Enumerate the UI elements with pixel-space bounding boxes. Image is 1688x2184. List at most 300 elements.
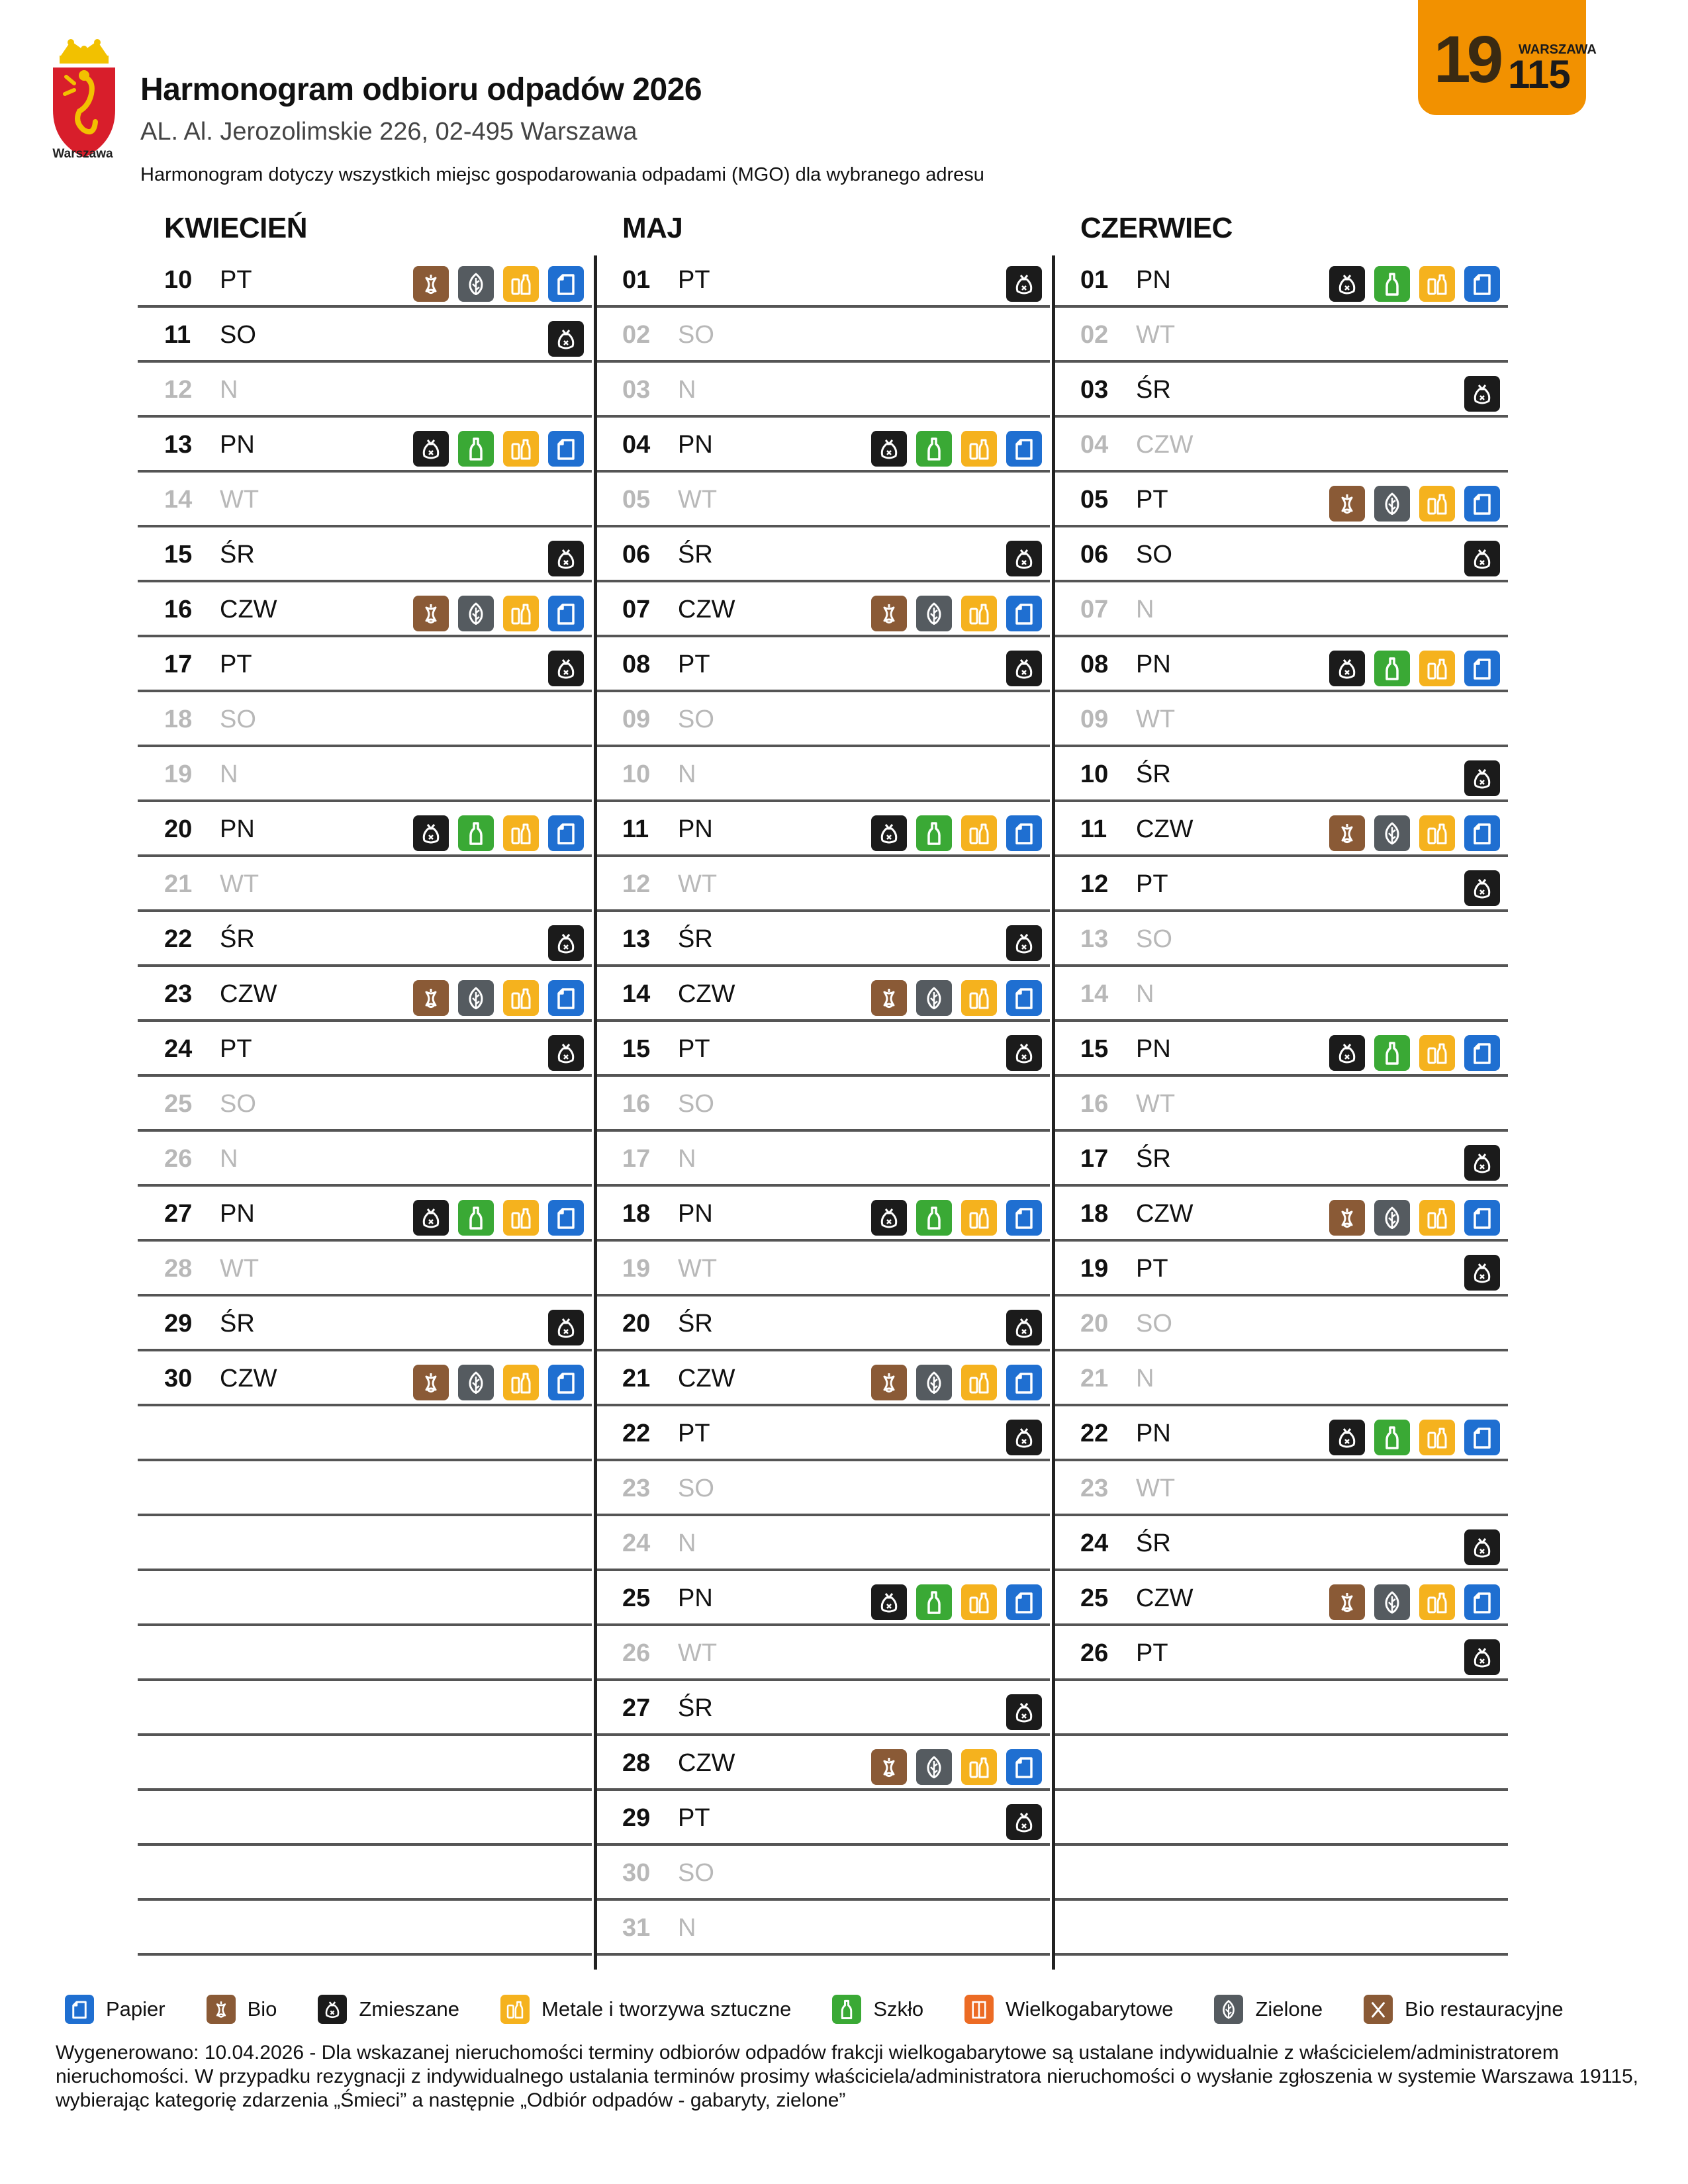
day-row — [596, 1078, 1050, 1132]
day-row — [1054, 529, 1508, 582]
apple-core-icon — [413, 596, 449, 631]
waste-icons — [871, 1200, 1042, 1237]
waste-icons — [548, 651, 584, 688]
day-row — [138, 1463, 592, 1516]
day-number: 21 — [622, 1365, 651, 1392]
paper-icon — [1464, 266, 1500, 302]
day-row — [138, 858, 592, 912]
leaf-icon — [916, 980, 952, 1016]
day-row — [596, 254, 1050, 308]
trash-bag-icon — [1006, 651, 1042, 686]
weekday: PN — [1136, 1420, 1171, 1447]
leaf-icon — [458, 1365, 494, 1400]
day-row — [1054, 474, 1508, 527]
badge-city: WARSZAWA — [1519, 42, 1597, 57]
weekday: PN — [678, 1584, 713, 1612]
day-row — [138, 1737, 592, 1791]
leaf-icon — [1374, 1584, 1410, 1620]
waste-icons — [413, 980, 584, 1017]
legend-label: Zmieszane — [359, 1997, 460, 2021]
day-number: 04 — [1080, 431, 1109, 459]
trash-bag-icon — [548, 651, 584, 686]
paper-icon — [1006, 1200, 1042, 1236]
day-row — [1054, 309, 1508, 363]
paper-icon — [548, 596, 584, 631]
weekday: PT — [1136, 1255, 1168, 1283]
waste-icons — [871, 1584, 1042, 1621]
weekday: WT — [1136, 1475, 1176, 1502]
weekday: PT — [1136, 870, 1168, 898]
legend-item — [1202, 1995, 1323, 2024]
waste-icons — [1329, 1200, 1500, 1237]
day-number: 23 — [164, 980, 193, 1008]
day-number: 24 — [164, 1035, 193, 1063]
paper-icon — [548, 980, 584, 1016]
weekday: SO — [1136, 925, 1172, 953]
day-number: 20 — [1080, 1310, 1109, 1338]
day-number: 20 — [164, 815, 193, 843]
waste-icons — [1329, 815, 1500, 852]
footer-line: Wygenerowano: 10.04.2026 - Dla wskazanej nieruchomości terminy odbiorów odpadów frakcji wielkogabarytowe są ustalane indywidualnie z właścicielem/administratorem — [56, 2042, 1559, 2064]
day-row — [1054, 1737, 1508, 1791]
day-row — [1054, 419, 1508, 473]
weekday: ŚR — [678, 925, 713, 953]
day-number: 26 — [164, 1145, 193, 1173]
weekday: CZW — [1136, 1200, 1194, 1228]
day-number: 17 — [622, 1145, 651, 1173]
glass-bottle-icon — [1374, 651, 1410, 686]
day-row — [596, 639, 1050, 692]
weekday: CZW — [220, 596, 277, 623]
weekday: WT — [678, 1639, 718, 1667]
day-row — [596, 1298, 1050, 1351]
can-bottle-icon — [1419, 1420, 1455, 1455]
paper-icon — [548, 431, 584, 467]
day-number: 13 — [1080, 925, 1109, 953]
trash-bag-icon — [413, 1200, 449, 1236]
day-row — [1054, 364, 1508, 418]
weekday: WT — [1136, 705, 1176, 733]
day-number: 18 — [1080, 1200, 1109, 1228]
day-row — [596, 749, 1050, 802]
day-number: 18 — [164, 705, 193, 733]
day-row — [1054, 858, 1508, 912]
can-bottle-icon — [961, 1749, 997, 1785]
trash-bag-icon — [548, 925, 584, 961]
warszawa-crest-icon — [48, 37, 120, 163]
weekday: PN — [1136, 651, 1171, 678]
glass-bottle-icon — [832, 1995, 861, 2024]
waste-icons — [871, 1365, 1042, 1402]
day-number: 22 — [622, 1420, 651, 1447]
legend-label: Bio restauracyjne — [1405, 1997, 1564, 2021]
apple-core-icon — [871, 1365, 907, 1400]
day-number: 13 — [622, 925, 651, 953]
day-row — [596, 1902, 1050, 1956]
paper-icon — [548, 815, 584, 851]
day-list — [138, 254, 592, 1957]
trash-bag-icon — [1464, 376, 1500, 412]
waste-icons — [871, 1749, 1042, 1786]
footer-line: nieruchomości. W przypadku rezygnacji z indywidualnego ustalania terminów prosimy właściciela/administratora nieruchomości o wysłanie zgłoszenia w systemie Warszawa 19115, — [56, 2066, 1639, 2087]
day-number: 10 — [622, 760, 651, 788]
day-number: 25 — [164, 1090, 193, 1118]
trash-bag-icon — [1006, 1694, 1042, 1730]
waste-icons — [413, 1200, 584, 1237]
paper-icon — [548, 1365, 584, 1400]
leaf-icon — [458, 596, 494, 631]
can-bottle-icon — [1419, 651, 1455, 686]
day-number: 24 — [622, 1529, 651, 1557]
weekday: SO — [220, 321, 256, 349]
glass-bottle-icon — [458, 1200, 494, 1236]
day-number: 07 — [1080, 596, 1109, 623]
day-row — [138, 749, 592, 802]
warszawa-19115-badge[interactable] — [1418, 0, 1597, 115]
leaf-icon — [916, 596, 952, 631]
trash-bag-icon — [548, 1310, 584, 1345]
day-number: 31 — [622, 1914, 651, 1942]
weekday: N — [678, 760, 696, 788]
day-number: 01 — [1080, 266, 1109, 294]
day-row — [1054, 803, 1508, 857]
day-row — [596, 1518, 1050, 1571]
day-row — [1054, 1078, 1508, 1132]
day-number: 24 — [1080, 1529, 1109, 1557]
trash-bag-icon — [871, 1584, 907, 1620]
weekday: N — [1136, 596, 1154, 623]
can-bottle-icon — [961, 431, 997, 467]
day-number: 28 — [164, 1255, 193, 1283]
badge-number: 19 — [1434, 23, 1500, 97]
leaf-icon — [1374, 1200, 1410, 1236]
schedule-note: Harmonogram dotyczy wszystkich miejsc gospodarowania odpadami (MGO) dla wybranego adresu — [140, 164, 984, 185]
day-row — [1054, 584, 1508, 637]
day-number: 14 — [164, 486, 193, 514]
day-number: 29 — [164, 1310, 193, 1338]
legend-label: Bio — [247, 1997, 277, 2021]
apple-core-icon — [1329, 1584, 1365, 1620]
trash-bag-icon — [1006, 925, 1042, 961]
waste-icons — [1329, 1584, 1500, 1621]
column-divider — [594, 255, 597, 1970]
paper-icon — [1006, 596, 1042, 631]
day-number: 12 — [164, 376, 193, 404]
day-number: 21 — [164, 870, 193, 898]
wardrobe-icon — [964, 1995, 994, 2024]
day-row — [138, 1792, 592, 1846]
day-row — [1054, 1298, 1508, 1351]
apple-core-icon — [1329, 815, 1365, 851]
waste-icons — [871, 815, 1042, 852]
weekday: N — [678, 1529, 696, 1557]
paper-icon — [1006, 980, 1042, 1016]
day-row — [596, 1847, 1050, 1901]
leaf-icon — [458, 980, 494, 1016]
can-bottle-icon — [503, 1365, 539, 1400]
day-row — [596, 803, 1050, 857]
paper-icon — [1464, 1200, 1500, 1236]
weekday: CZW — [220, 980, 277, 1008]
day-row — [1054, 1792, 1508, 1846]
day-row — [1054, 1023, 1508, 1077]
weekday: SO — [678, 1475, 714, 1502]
day-row — [138, 1682, 592, 1736]
leaf-icon — [916, 1749, 952, 1785]
waste-icons — [548, 925, 584, 962]
day-row — [1054, 1133, 1508, 1187]
glass-bottle-icon — [916, 431, 952, 467]
day-number: 19 — [164, 760, 193, 788]
paper-icon — [548, 1200, 584, 1236]
day-number: 26 — [622, 1639, 651, 1667]
glass-bottle-icon — [1374, 266, 1410, 302]
can-bottle-icon — [961, 1200, 997, 1236]
waste-icons — [1329, 1035, 1500, 1072]
weekday: SO — [220, 1090, 256, 1118]
day-row — [138, 474, 592, 527]
waste-icons — [413, 1365, 584, 1402]
weekday: SO — [678, 705, 714, 733]
legend-item — [1352, 1995, 1564, 2024]
weekday: N — [678, 1145, 696, 1173]
weekday: ŚR — [220, 1310, 255, 1338]
day-number: 28 — [622, 1749, 651, 1777]
weekday: PN — [678, 815, 713, 843]
waste-icons — [548, 1310, 584, 1347]
weekday: CZW — [678, 1365, 735, 1392]
can-bottle-icon — [1419, 266, 1455, 302]
month-heading: KWIECIEŃ — [164, 212, 307, 244]
legend-item — [53, 1995, 165, 2024]
leaf-icon — [916, 1365, 952, 1400]
trash-bag-icon — [413, 815, 449, 851]
paper-icon — [548, 266, 584, 302]
day-number: 16 — [1080, 1090, 1109, 1118]
waste-icons — [1329, 486, 1500, 523]
legend-item — [953, 1995, 1173, 2024]
trash-bag-icon — [871, 431, 907, 467]
weekday: SO — [1136, 1310, 1172, 1338]
apple-core-icon — [871, 980, 907, 1016]
day-row — [138, 254, 592, 308]
leaf-icon — [1214, 1995, 1243, 2024]
day-row — [596, 309, 1050, 363]
day-number: 23 — [1080, 1475, 1109, 1502]
weekday: WT — [220, 1255, 259, 1283]
apple-core-icon — [1329, 486, 1365, 522]
apple-core-icon — [871, 1749, 907, 1785]
day-row — [596, 1627, 1050, 1681]
day-row — [1054, 1518, 1508, 1571]
day-number: 15 — [622, 1035, 651, 1063]
day-row — [1054, 1627, 1508, 1681]
day-number: 16 — [164, 596, 193, 623]
waste-icons — [1006, 1694, 1042, 1731]
day-row — [138, 1902, 592, 1956]
weekday: CZW — [1136, 1584, 1194, 1612]
can-bottle-icon — [961, 980, 997, 1016]
day-row — [596, 1792, 1050, 1846]
can-bottle-icon — [503, 266, 539, 302]
legend-label: Szkło — [873, 1997, 924, 2021]
day-number: 11 — [622, 815, 649, 843]
day-number: 15 — [164, 541, 193, 569]
day-number: 30 — [164, 1365, 193, 1392]
legend-item — [195, 1995, 277, 2024]
day-row — [596, 529, 1050, 582]
day-number: 09 — [622, 705, 651, 733]
glass-bottle-icon — [916, 815, 952, 851]
weekday: PT — [678, 1420, 710, 1447]
day-number: 10 — [1080, 760, 1109, 788]
day-row — [1054, 749, 1508, 802]
trash-bag-icon — [1329, 1420, 1365, 1455]
can-bottle-icon — [1419, 1035, 1455, 1071]
paper-icon — [1464, 486, 1500, 522]
weekday: PN — [220, 815, 255, 843]
paper-icon — [1464, 651, 1500, 686]
day-row — [1054, 1572, 1508, 1626]
weekday: WT — [1136, 321, 1176, 349]
weekday: CZW — [1136, 815, 1194, 843]
day-number: 01 — [622, 266, 651, 294]
weekday: SO — [678, 1859, 714, 1887]
footer-line: wybierając kategorię zdarzenia „Śmieci” a następnie „Odbiór odpadów - gabaryty, zielone” — [56, 2089, 846, 2111]
can-bottle-icon — [961, 1365, 997, 1400]
day-row — [596, 1682, 1050, 1736]
weekday: WT — [1136, 1090, 1176, 1118]
weekday: N — [1136, 980, 1154, 1008]
trash-bag-icon — [1329, 266, 1365, 302]
trash-bag-icon — [1329, 1035, 1365, 1071]
day-number: 09 — [1080, 705, 1109, 733]
trash-bag-icon — [413, 431, 449, 467]
day-number: 06 — [622, 541, 651, 569]
day-row — [596, 1133, 1050, 1187]
leaf-icon — [1374, 815, 1410, 851]
weekday: WT — [678, 870, 718, 898]
day-row — [1054, 1353, 1508, 1406]
day-row — [596, 1353, 1050, 1406]
weekday: PT — [220, 1035, 252, 1063]
paper-icon — [1006, 1584, 1042, 1620]
waste-icons — [1006, 1035, 1042, 1072]
can-bottle-icon — [961, 596, 997, 631]
day-row — [596, 1188, 1050, 1242]
weekday: ŚR — [678, 541, 713, 569]
weekday: ŚR — [1136, 760, 1171, 788]
trash-bag-icon — [871, 1200, 907, 1236]
weekday: SO — [220, 705, 256, 733]
trash-bag-icon — [1464, 1639, 1500, 1675]
weekday: ŚR — [220, 541, 255, 569]
trash-bag-icon — [1464, 760, 1500, 796]
leaf-icon — [458, 266, 494, 302]
waste-icons — [1006, 1804, 1042, 1841]
weekday: ŚR — [1136, 1529, 1171, 1557]
day-number: 25 — [622, 1584, 651, 1612]
day-number: 17 — [1080, 1145, 1109, 1173]
weekday: PT — [220, 651, 252, 678]
waste-icons — [548, 321, 584, 358]
weekday: CZW — [678, 1749, 735, 1777]
paper-icon — [1464, 815, 1500, 851]
day-number: 04 — [622, 431, 651, 459]
day-row — [596, 364, 1050, 418]
day-row — [596, 584, 1050, 637]
trash-bag-icon — [548, 1035, 584, 1071]
apple-core-icon — [871, 596, 907, 631]
day-number: 30 — [622, 1859, 651, 1887]
glass-bottle-icon — [916, 1200, 952, 1236]
weekday: N — [678, 376, 696, 404]
footer-note — [56, 2041, 1644, 2113]
weekday: N — [220, 376, 238, 404]
day-row — [596, 1408, 1050, 1461]
legend-item — [306, 1995, 459, 2024]
weekday: PN — [220, 431, 255, 459]
paper-icon — [1006, 431, 1042, 467]
weekday: SO — [678, 1090, 714, 1118]
waste-icons — [1464, 1639, 1500, 1676]
day-number: 15 — [1080, 1035, 1109, 1063]
weekday: ŚR — [220, 925, 255, 953]
weekday: PT — [220, 266, 252, 294]
legend-item — [820, 1995, 923, 2024]
trash-bag-icon — [548, 321, 584, 357]
day-row — [138, 1188, 592, 1242]
day-row — [1054, 694, 1508, 747]
weekday: SO — [678, 321, 714, 349]
day-row — [138, 309, 592, 363]
day-number: 16 — [622, 1090, 651, 1118]
day-number: 27 — [622, 1694, 651, 1722]
waste-icons — [871, 980, 1042, 1017]
waste-icons — [1464, 1529, 1500, 1567]
weekday: ŚR — [1136, 376, 1171, 404]
weekday: WT — [220, 870, 259, 898]
trash-bag-icon — [1464, 541, 1500, 576]
day-row — [1054, 1682, 1508, 1736]
address: AL. Al. Jerozolimskie 226, 02-495 Warszawa — [140, 118, 637, 146]
weekday: PN — [1136, 266, 1171, 294]
day-number: 20 — [622, 1310, 651, 1338]
day-row — [138, 1298, 592, 1351]
day-number: 05 — [622, 486, 651, 514]
weekday: CZW — [1136, 431, 1194, 459]
day-number: 14 — [622, 980, 651, 1008]
day-row — [138, 913, 592, 967]
day-number: 07 — [622, 596, 651, 623]
waste-icons — [1464, 1255, 1500, 1292]
glass-bottle-icon — [1374, 1420, 1410, 1455]
trash-bag-icon — [1006, 1804, 1042, 1840]
weekday: PT — [678, 1035, 710, 1063]
weekday: PN — [678, 1200, 713, 1228]
day-number: 03 — [1080, 376, 1109, 404]
day-row — [1054, 968, 1508, 1022]
day-row — [138, 529, 592, 582]
weekday: CZW — [220, 1365, 277, 1392]
day-number: 02 — [622, 321, 651, 349]
waste-icons — [1464, 760, 1500, 797]
day-row — [1054, 639, 1508, 692]
waste-icons — [1464, 541, 1500, 578]
waste-icons — [1006, 541, 1042, 578]
weekday: WT — [678, 1255, 718, 1283]
leaf-icon — [1374, 486, 1410, 522]
